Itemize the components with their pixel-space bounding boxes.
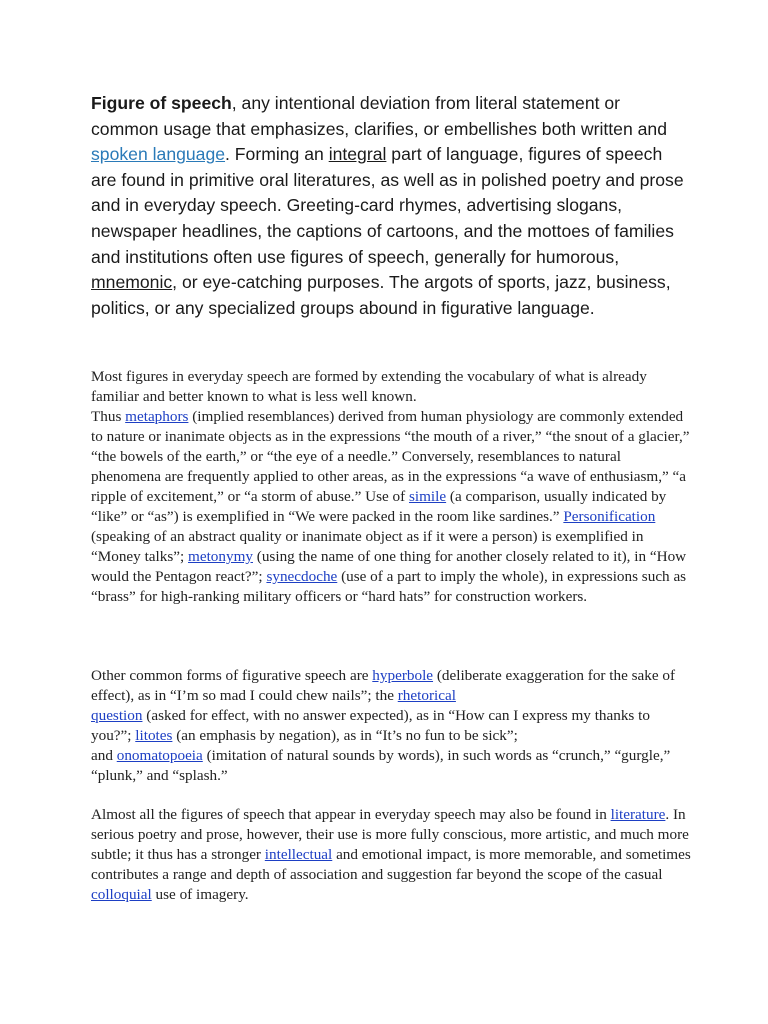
paragraph-text: . In serious poetry and prose, however, their use is more fully conscious, more artistic, and much more subtle; it thus has a stronger <box>91 806 689 863</box>
intro-paragraph <box>91 91 691 321</box>
paragraph-text: Almost all the figures of speech that appear in everyday speech may also be found in <box>91 806 611 823</box>
link-metaphors[interactable]: metaphors <box>125 408 189 425</box>
link-simile[interactable]: simile <box>408 488 447 505</box>
paragraph-text: Other common forms of figurative speech are <box>91 667 373 684</box>
link-litotes[interactable]: litotes <box>135 727 173 744</box>
link-integral[interactable]: integral <box>328 144 387 165</box>
link-literature[interactable]: literature <box>610 806 666 823</box>
paragraph-everyday-figures <box>91 367 691 607</box>
paragraph-text: (a comparison, usually indicated by “like” or “as”) is exemplified in “We were packed in the room like sardines.” <box>91 488 667 525</box>
intro-text: , or eye-catching purposes. The argots of sports, jazz, business, politics, or any specialized groups abound in figurative language. <box>91 272 671 318</box>
paragraph-text: (speaking of an abstract quality or inanimate object as if it were a person) is exemplified in “Money talks”; <box>91 528 644 565</box>
link-colloquial[interactable]: colloquial <box>91 886 152 903</box>
link-spoken-language[interactable]: spoken language <box>91 144 226 165</box>
paragraph-text: (implied resemblances) derived from human physiology are commonly extended to nature or inanimate objects as in the expressions “the mouth of a river,” “the snout of a glacier,” “the bowels of the earth,” or “the eye of a needle.” Conversely, resemblances to natural phenomena are frequently applied to other areas, as in the expressions “a wave of enthusiasm,” “a ripple of excitement,” or “a storm of abuse.” Use of <box>91 408 690 505</box>
paragraph-text: (use of a part to imply the whole), in expressions such as “brass” for high-ranking military officers or “hard hats” for construction workers. <box>91 568 687 605</box>
paragraph-text: Thus <box>91 408 126 425</box>
link-synecdoche[interactable]: synecdoche <box>266 568 338 585</box>
link-onomatopoeia[interactable]: onomatopoeia <box>116 747 203 764</box>
paragraph-literature <box>91 805 691 905</box>
link-personification[interactable]: Personification <box>563 508 656 525</box>
link-question[interactable]: question <box>91 707 143 724</box>
intro-text: . Forming an <box>225 144 329 165</box>
paragraph-text: use of imagery. <box>151 886 249 903</box>
paragraph-text: (using the name of one thing for another closely related to it), in “How would the Pentagon react?”; <box>91 548 687 585</box>
link-rhetorical[interactable]: rhetorical <box>397 687 456 704</box>
link-intellectual[interactable]: intellectual <box>264 846 333 863</box>
paragraph-text: and <box>91 747 117 764</box>
link-hyperbole[interactable]: hyperbole <box>372 667 434 684</box>
link-mnemonic[interactable]: mnemonic <box>91 272 173 293</box>
link-metonymy[interactable]: metonymy <box>188 548 253 565</box>
paragraph-text: and emotional impact, is more memorable, and sometimes contributes a range and depth of association and suggestion far beyond the scope of the casual <box>91 846 691 883</box>
intro-text: part of language, figures of speech are found in primitive oral literatures, as well as in polished poetry and prose and in everyday speech. Greeting-card rhymes, advertising slogans, newspaper headlines, the captions of cartoons, and the mottoes of families and institutions often use figures of speech, generally for humorous, <box>91 144 684 267</box>
term-heading: Figure of speech <box>91 93 232 113</box>
paragraph-other-forms <box>91 666 691 786</box>
intro-text: , any intentional deviation from literal statement or common usage that emphasizes, clarifies, or embellishes both written and <box>91 93 667 139</box>
paragraph-text: (asked for effect, with no answer expected), as in “How can I express my thanks to you?”; <box>91 707 650 744</box>
paragraph-text: (deliberate exaggeration for the sake of effect), as in “I’m so mad I could chew nails”; the <box>91 667 676 704</box>
paragraph-text: (imitation of natural sounds by words), in such words as “crunch,” “gurgle,” “plunk,” and “splash.” <box>91 747 671 784</box>
paragraph-text: (an emphasis by negation), as in “It’s no fun to be sick”; <box>172 727 518 744</box>
paragraph-text: Most figures in everyday speech are formed by extending the vocabulary of what is already familiar and better known to what is less well known. <box>91 368 647 405</box>
